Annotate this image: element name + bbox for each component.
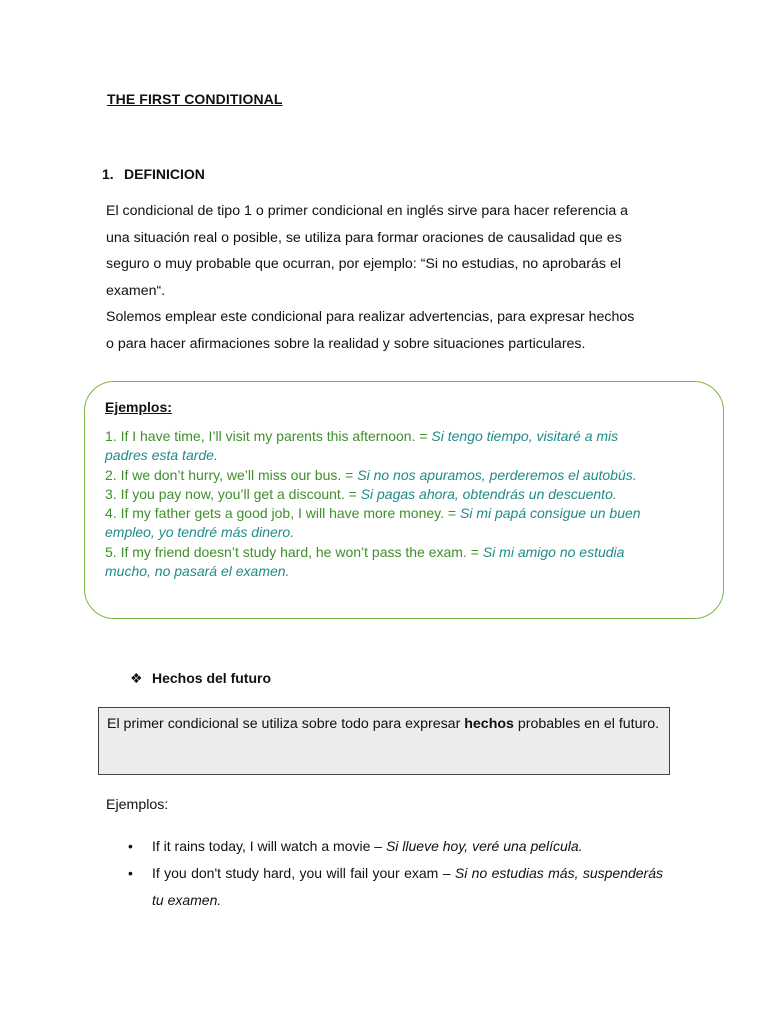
section-title: DEFINICION [124,166,205,182]
bullet-english: If it rains today, I will watch a movie – [152,838,383,854]
example-english: 2. If we don’t hurry, we’ll miss our bus. = [105,466,354,483]
example-spanish: Si mi amigo no estudia [482,543,625,560]
section-heading [102,166,205,182]
list-item [128,833,663,860]
example-english: 4. If my father gets a good job, I will have more money. = [105,505,457,522]
example-spanish: Si no nos apuramos, perderemos el autobús. [357,466,637,483]
example-spanish: Si tengo tiempo, visitaré a mis [431,428,619,444]
examples-heading: Ejemplos: [105,399,172,415]
bullet-list [128,833,663,914]
example-item [105,466,695,485]
subsection-heading [130,670,271,687]
definition-line: seguro o muy probable que ocurran, por ejemplo: “Si no estudias, no aprobarás el [106,256,621,273]
examples-label: Ejemplos: [106,797,169,813]
bullet-icon: • [128,838,133,854]
subsection-title: Hechos del futuro [152,670,272,686]
definition-line: examen“. [106,282,166,299]
example-english: 1. If I have time, I’ll visit my parents this afternoon. = [105,428,428,444]
example-item [105,485,695,504]
example-spanish-cont: mucho, no pasará el examen. [105,563,290,580]
example-continuation [105,562,695,581]
definition-line: Solemos emplear este condicional para realizar advertencias, para expresar hechos [106,309,635,326]
diamond-bullet-icon: ❖ [130,670,143,686]
definition-paragraph [106,198,666,358]
definition-line: o para hacer afirmaciones sobre la realidad y sobre situaciones particulares. [106,335,586,352]
definition-line: El condicional de tipo 1 o primer condicional en inglés sirve para hacer referencia a [106,203,629,219]
list-item [128,860,663,914]
bullet-spanish: Si no estudias más, suspenderás tu examen. [152,865,663,908]
example-continuation [105,446,695,465]
example-spanish: Si mi papá consigue un buen [459,505,641,522]
note-text-end: probables en el futuro. [517,716,660,732]
section-number: 1. [102,166,114,182]
example-english: 5. If my friend doesn’t study hard, he won’t pass the exam. = [105,543,479,560]
document-title: THE FIRST CONDITIONAL [107,91,283,107]
bullet-spanish: Si llueve hoy, veré una película. [385,838,583,854]
example-item [105,504,695,523]
example-item [105,427,695,446]
examples-list [105,427,695,581]
example-spanish-cont: empleo, yo tendré más dinero. [105,524,295,541]
note-text-start: El primer condicional se utiliza sobre todo para expresar [107,716,461,732]
bullet-icon: • [128,865,133,881]
note-text [107,711,663,738]
example-english: 3. If you pay now, you’ll get a discount. = [105,485,357,502]
example-spanish: Si pagas ahora, obtendrás un descuento. [360,485,617,502]
example-spanish-cont: padres esta tarde. [105,447,218,464]
example-item [105,543,695,562]
note-bold-word: hechos [464,716,514,732]
example-continuation [105,523,695,542]
definition-line: una situación real o posible, se utiliza para formar oraciones de causalidad que es [106,229,622,246]
bullet-english: If you don't study hard, you will fail your exam – [152,865,451,881]
